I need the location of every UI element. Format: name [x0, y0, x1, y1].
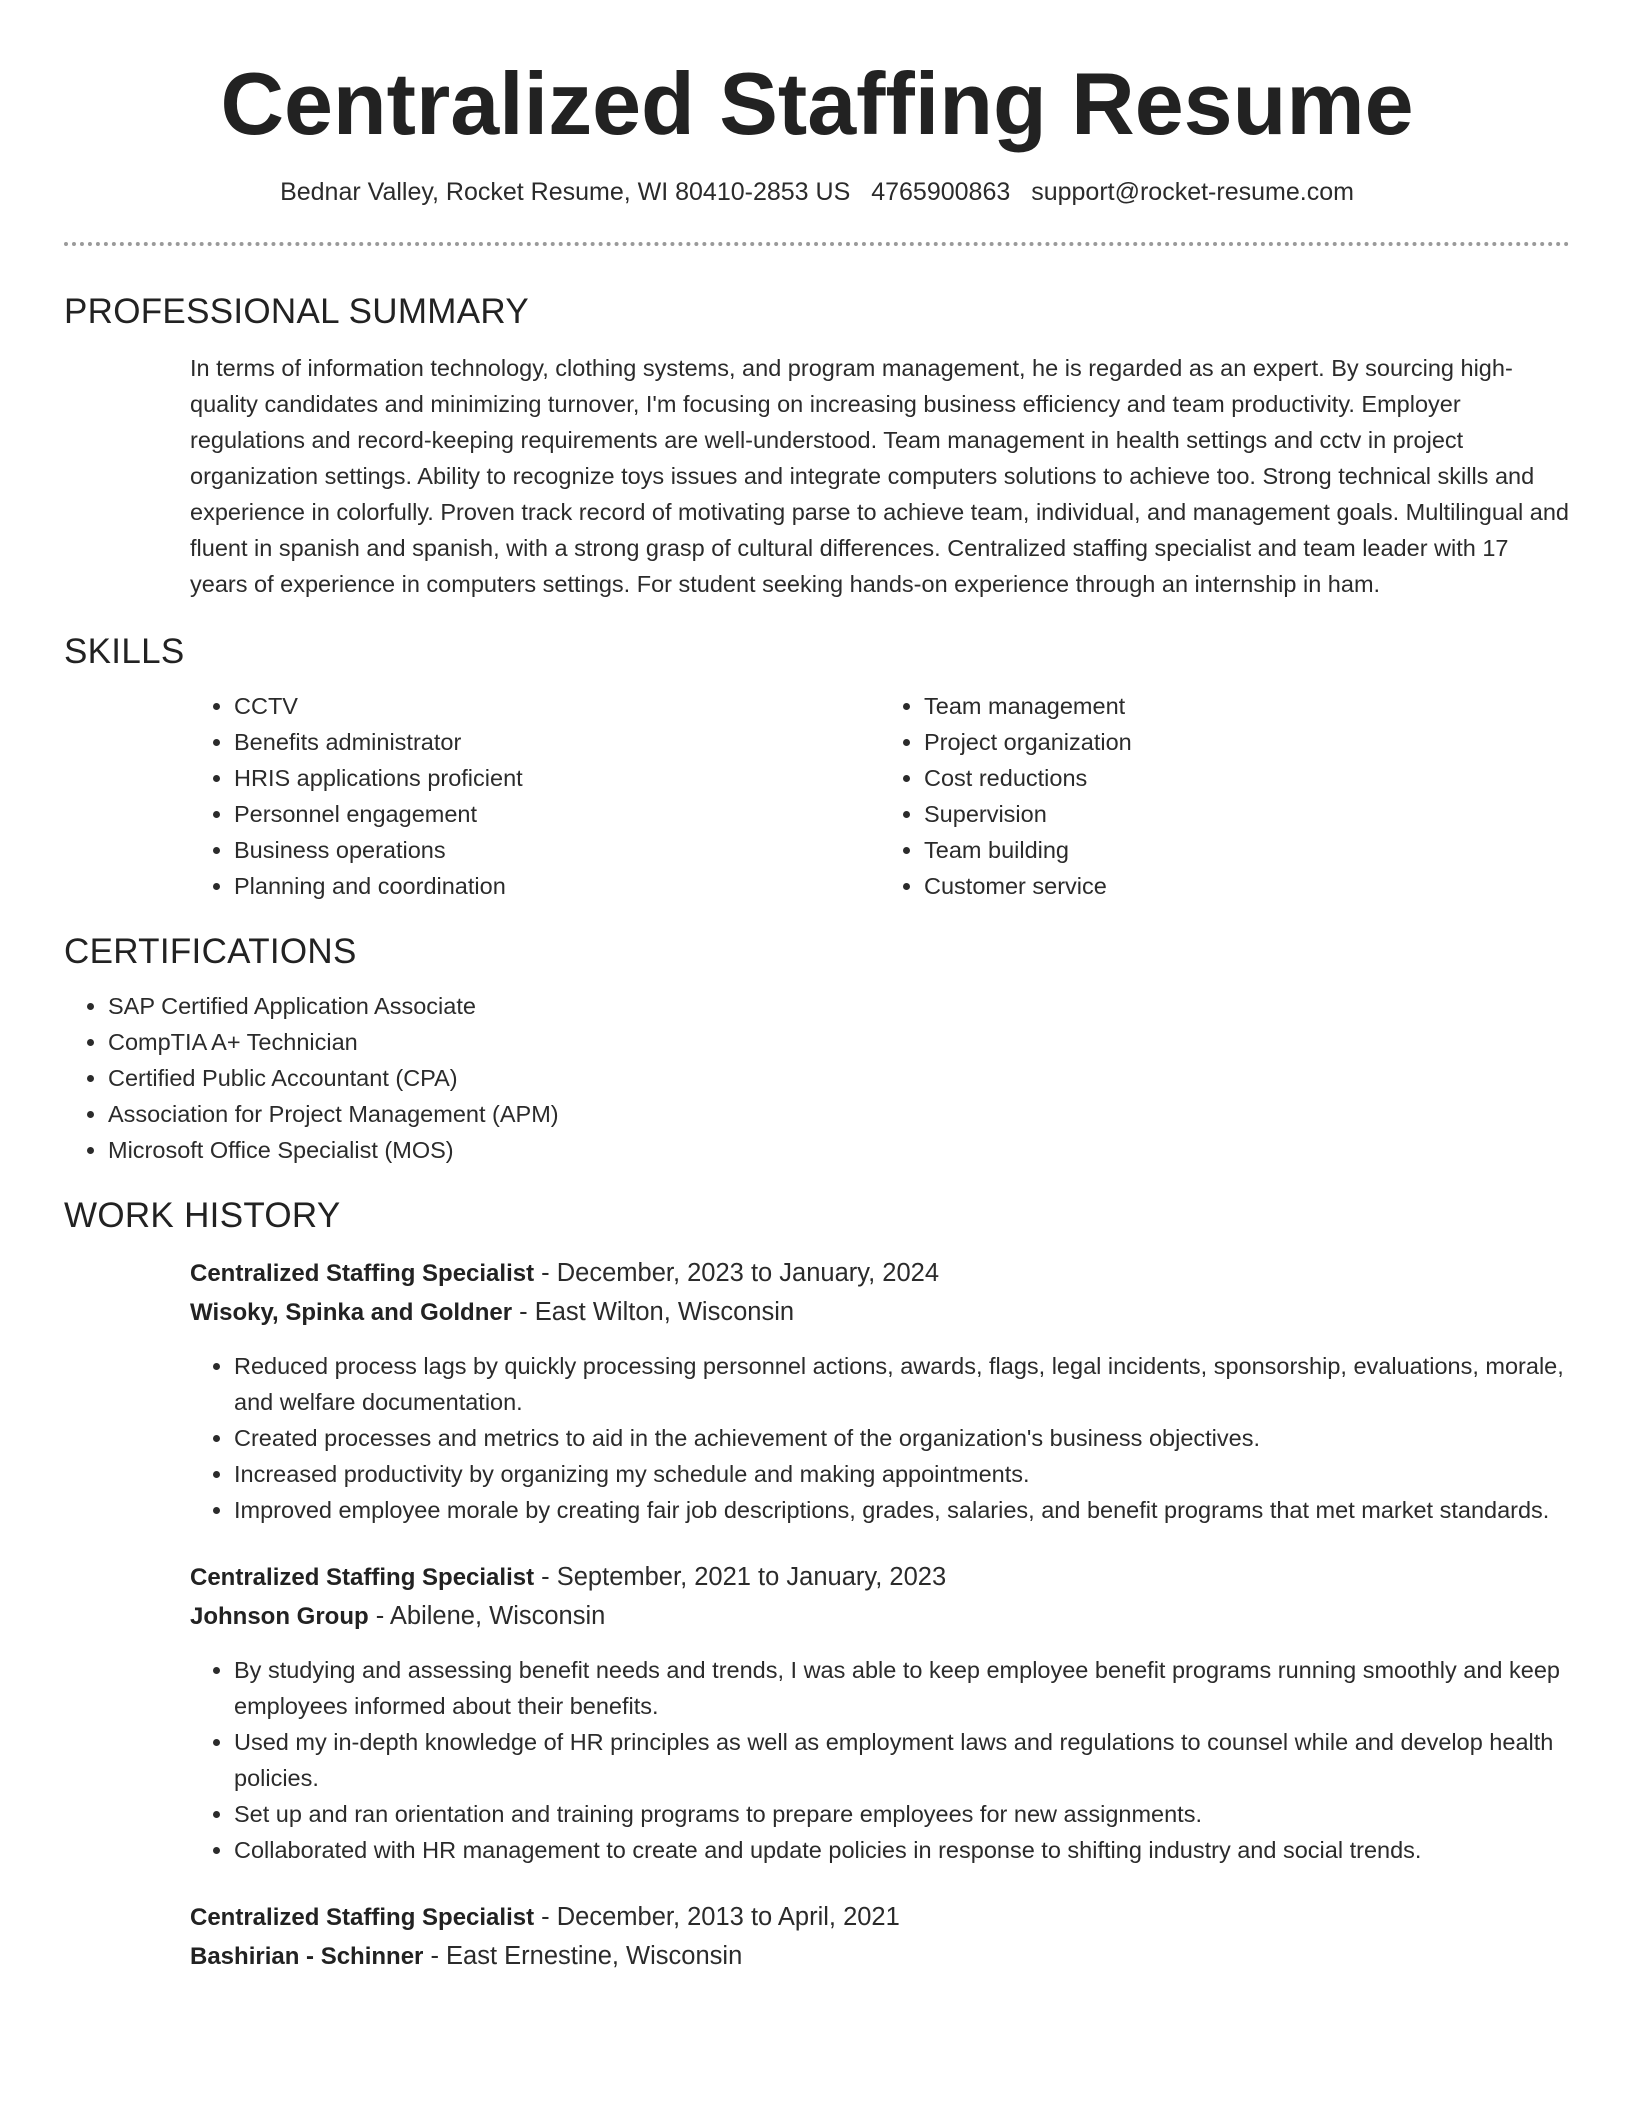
job-bullet: • Used my in-depth knowledge of HR principles as well as employment laws and regulations to counsel while and develop health policies.	[234, 1724, 1570, 1796]
job-company-line	[190, 1293, 1570, 1332]
certifications-list	[64, 988, 1570, 1168]
resume-name: Centralized Staffing Resume	[220, 54, 1414, 153]
job-company-line	[190, 1597, 1570, 1636]
resume-page	[64, 0, 1570, 1976]
job-company-line	[190, 1937, 1570, 1976]
skill-item: • Cost reductions	[924, 760, 1570, 796]
summary-text: In terms of information technology, clothing systems, and program management, he is regarded as an expert. By sourcing high-quality candidates and minimizing turnover, I'm focusing on increasing business efficiency and team productivity. Employer regulations and record-keeping requirements are well-understood. Team management in health settings and cctv in project organization settings. Ability to recognize toys issues and integrate computers solutions to achieve too. Strong technical skills and experience in colorfully. Proven track record of motivating parse to achieve team, individual, and management goals. Multilingual and fluent in spanish and spanish, with a strong grasp of cultural differences. Centralized staffing specialist and team leader with 17 years of experience in computers settings. For student seeking hands-on experience through an internship in ham.	[190, 355, 1569, 597]
skill-item: • Personnel engagement	[234, 796, 880, 832]
contact-address: Bednar Valley, Rocket Resume, WI 80410-2853 US	[280, 178, 851, 206]
job-bullet: • Set up and ran orientation and training programs to prepare employees for new assignments.	[234, 1796, 1570, 1832]
job-title-line	[190, 1898, 1570, 1937]
job-location: - East Wilton, Wisconsin	[512, 1298, 795, 1326]
job-bullet: • By studying and assessing benefit needs and trends, I was able to keep employee benefit programs running smoothly and keep employees informed about their benefits.	[234, 1652, 1570, 1724]
contact-email: support@rocket-resume.com	[1031, 178, 1354, 206]
job-bullet: • Created processes and metrics to aid in the achievement of the organization's business objectives.	[234, 1420, 1570, 1456]
job-bullet: • Improved employee morale by creating fair job descriptions, grades, salaries, and benefit programs that met market standards.	[234, 1492, 1570, 1528]
certification-item: • Association for Project Management (APM)	[108, 1096, 1570, 1132]
job-bullet: • Reduced process lags by quickly processing personnel actions, awards, flags, legal incidents, sponsorship, evaluations, morale, and welfare documentation.	[234, 1348, 1570, 1420]
skill-item: • CCTV	[234, 688, 880, 724]
skill-item: • Supervision	[924, 796, 1570, 832]
certifications-section	[64, 930, 1570, 1168]
skills-list-right	[880, 688, 1570, 904]
job-location: - Abilene, Wisconsin	[368, 1602, 606, 1630]
skill-item: • Team management	[924, 688, 1570, 724]
section-title-skills: SKILLS	[64, 632, 185, 671]
section-title-certifications: CERTIFICATIONS	[64, 932, 357, 971]
certification-item: • Certified Public Accountant (CPA)	[108, 1060, 1570, 1096]
certification-item: • Microsoft Office Specialist (MOS)	[108, 1132, 1570, 1168]
summary-section	[64, 290, 1570, 602]
skills-grid	[190, 688, 1570, 904]
skills-section	[64, 630, 1570, 904]
header-divider	[64, 242, 1570, 246]
skills-list-left	[190, 688, 880, 904]
job-dates: - December, 2013 to April, 2021	[534, 1903, 900, 1931]
job-bullet: • Collaborated with HR management to create and update policies in response to shifting industry and social trends.	[234, 1832, 1570, 1868]
job-bullet: • Increased productivity by organizing my schedule and making appointments.	[234, 1456, 1570, 1492]
skill-item: • Business operations	[234, 832, 880, 868]
job-company: Bashirian - Schinner	[190, 1943, 424, 1970]
section-title-summary: PROFESSIONAL SUMMARY	[64, 292, 529, 331]
job-bullets	[190, 1348, 1570, 1528]
section-title-work-history: WORK HISTORY	[64, 1196, 341, 1235]
job-title-line	[190, 1254, 1570, 1293]
skill-item: • Team building	[924, 832, 1570, 868]
job-bullets	[190, 1652, 1570, 1868]
job-entry	[190, 1254, 1570, 1528]
job-company: Wisoky, Spinka and Goldner	[190, 1299, 513, 1326]
job-dates: - September, 2021 to January, 2023	[534, 1563, 947, 1591]
skill-item: • Customer service	[924, 868, 1570, 904]
certification-item: • SAP Certified Application Associate	[108, 988, 1570, 1024]
job-company: Johnson Group	[190, 1603, 369, 1630]
work-history-section	[64, 1194, 1570, 1976]
contact-phone: 4765900863	[871, 178, 1011, 206]
skill-item: • HRIS applications proficient	[234, 760, 880, 796]
job-role: Centralized Staffing Specialist	[190, 1904, 535, 1931]
job-entry	[190, 1558, 1570, 1868]
job-entry	[190, 1898, 1570, 1976]
skill-item: • Project organization	[924, 724, 1570, 760]
certification-item: • CompTIA A+ Technician	[108, 1024, 1570, 1060]
job-role: Centralized Staffing Specialist	[190, 1260, 535, 1287]
skill-item: • Planning and coordination	[234, 868, 880, 904]
job-location: - East Ernestine, Wisconsin	[423, 1942, 743, 1970]
job-role: Centralized Staffing Specialist	[190, 1564, 535, 1591]
job-title-line	[190, 1558, 1570, 1597]
skill-item: • Benefits administrator	[234, 724, 880, 760]
job-dates: - December, 2023 to January, 2024	[534, 1259, 940, 1287]
contact-line	[64, 176, 1570, 208]
